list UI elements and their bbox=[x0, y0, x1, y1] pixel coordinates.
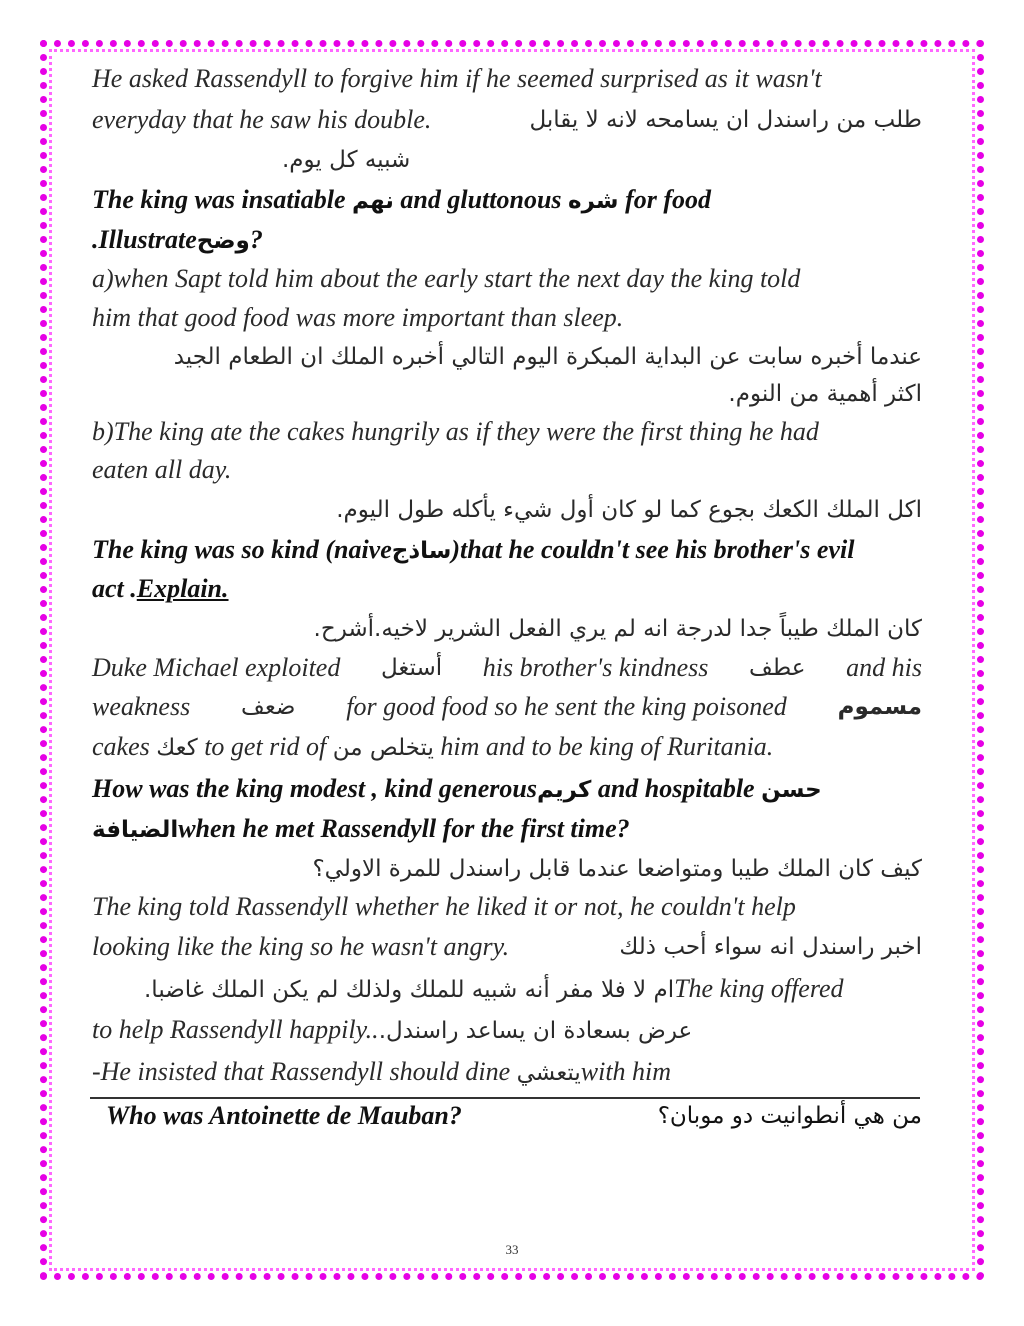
text-line: شبيه كل يوم. bbox=[282, 147, 411, 173]
text-line: ام لا فلا مفر أنه شبيه للملك ولذلك لم يكن الملك غاضبا.The king offered bbox=[144, 974, 844, 1003]
question-heading: The king was so kind (naiveساذج)that he couldn't see his brother's evil bbox=[92, 535, 855, 564]
text-line: The king told Rassendyll whether he liked it or not, he couldn't help bbox=[92, 892, 796, 921]
text-line: -He insisted that Rassendyll should dine يتعشيwith him bbox=[92, 1057, 672, 1086]
question-heading: act .Explain. bbox=[92, 574, 229, 603]
page-number: 33 bbox=[505, 1242, 519, 1257]
question-heading: الضيافةwhen he met Rassendyll for the first time? bbox=[92, 814, 630, 843]
text-line: everyday that he saw his double. طلب من راسندل ان يسامحه لانه لا يقابل bbox=[92, 105, 922, 134]
arabic-line: اكل الملك الكعك بجوع كما لو كان أول شيء يأكله طول اليوم. bbox=[336, 497, 922, 523]
text-line: looking like the king so he wasn't angry. اخبر راسندل انه سواء أحب ذلك bbox=[92, 932, 922, 961]
arabic-line: عندما أخبره سابت عن البداية المبكرة اليوم التالي أخبره الملك ان الطعام الجيد bbox=[173, 344, 922, 370]
text-line: cakes كعك to get rid of يتخلص من him and to be king of Ruritania. bbox=[92, 732, 774, 761]
text-line: weakness ضعف for good food so he sent the king poisoned مسموم bbox=[92, 692, 922, 721]
text-line: b)The king ate the cakes hungrily as if they were the first thing he had bbox=[92, 417, 819, 446]
text-line: Duke Michael exploited أستغل his brother's kindness عطف and his bbox=[92, 653, 922, 682]
text-line: He asked Rassendyll to forgive him if he seemed surprised as it wasn't bbox=[92, 64, 822, 93]
question-heading: The king was insatiable نهم and gluttonous شره for food bbox=[92, 185, 711, 214]
arabic-line: كان الملك طيباً جدا لدرجة انه لم يري الفعل الشرير لاخيه.أشرح. bbox=[313, 616, 922, 642]
arabic-line: كيف كان الملك طيبا ومتواضعا عندما قابل راسندل للمرة الاولي؟ bbox=[312, 856, 922, 882]
horizontal-rule bbox=[90, 1097, 920, 1099]
question-heading: Who was Antoinette de Mauban? من هي أنطوانيت دو موبان؟ bbox=[106, 1101, 922, 1130]
text-line: a)when Sapt told him about the early start the next day the king told bbox=[92, 264, 801, 293]
text-line: to help Rassendyll happily..عرض بسعادة ان يساعد راسندل. bbox=[92, 1015, 693, 1044]
text-line: him that good food was more important than sleep. bbox=[92, 303, 624, 332]
question-heading: .Illustrateوضح? bbox=[92, 225, 263, 254]
text-line: eaten all day. bbox=[92, 455, 232, 484]
question-heading: How was the king modest , kind generousكريم and hospitable حسن bbox=[92, 774, 822, 803]
arabic-line: اكثر أهمية من النوم. bbox=[728, 381, 922, 407]
